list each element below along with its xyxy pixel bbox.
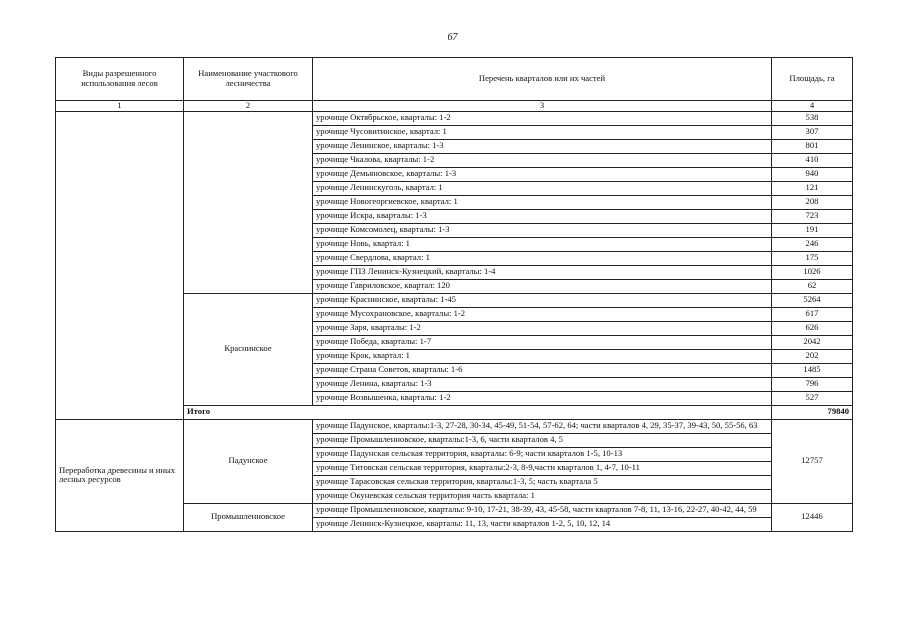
quarters-cell: урочище Титовская сельская территория, кварталы:2-3, 8-9,части кварталов 1, 4-7, 10-11 [313,461,772,475]
page-number: 67 [447,32,458,43]
area-cell: 307 [772,125,853,139]
area-cell: 202 [772,349,853,363]
quarters-cell: урочище Возвышенка, кварталы: 1-2 [313,391,772,405]
quarters-cell: урочище Новогеоргиевское, квартал: 1 [313,195,772,209]
forestry-name-cell [184,111,313,293]
quarters-cell: урочище Демьяновское, кварталы: 1-3 [313,167,772,181]
area-cell: 1026 [772,265,853,279]
header-forestry-name: Наименование участкового лесничества [184,58,313,101]
quarters-cell: урочище Чусовитинское, квартал: 1 [313,125,772,139]
quarters-cell: урочище Крок, квартал: 1 [313,349,772,363]
area-cell: 12446 [772,503,853,531]
area-cell: 801 [772,139,853,153]
header-area: Площадь, га [772,58,853,101]
header-usage-type: Виды разрешенного использования лесов [56,58,184,101]
quarters-cell: урочище Краснинское, кварталы: 1-45 [313,293,772,307]
quarters-cell: урочище Свердлова, квартал: 1 [313,251,772,265]
table-row [56,419,853,433]
forestry-name-cell: Падунское [184,419,313,503]
area-cell: 121 [772,181,853,195]
forestry-name-cell: Краснинское [184,293,313,405]
quarters-cell: урочище ГПЗ Ленинск-Кузнецкий, кварталы: 1-4 [313,265,772,279]
column-number: 2 [184,101,313,112]
column-number-row [56,101,853,112]
quarters-cell: урочище Победа, кварталы: 1-7 [313,335,772,349]
quarters-cell: урочище Падунское, кварталы:1-3, 27-28, 30-34, 45-49, 51-54, 57-62, 64; части кварталов 4, 29, 35-37, 39-43, 50, 55-56, 63 [313,419,772,433]
quarters-cell: урочище Заря, кварталы: 1-2 [313,321,772,335]
table-row [56,111,853,125]
quarters-cell: урочище Новь, квартал: 1 [313,237,772,251]
area-cell: 1485 [772,363,853,377]
area-cell: 538 [772,111,853,125]
column-number: 4 [772,101,853,112]
area-cell: 617 [772,307,853,321]
quarters-cell: урочище Ленинск-Кузнецкое, кварталы: 11, 13, части кварталов 1-2, 5, 10, 12, 14 [313,517,772,531]
quarters-cell: урочище Ленина, кварталы: 1-3 [313,377,772,391]
area-cell: 626 [772,321,853,335]
forest-quarters-table [55,57,853,532]
area-cell: 2042 [772,335,853,349]
total-value: 79840 [772,405,853,419]
usage-type-cell [56,111,184,419]
area-cell: 62 [772,279,853,293]
column-number: 3 [313,101,772,112]
quarters-cell: урочище Ленинскуголь, квартал: 1 [313,181,772,195]
quarters-cell: урочище Тарасовская сельская территория, кварталы:1-3, 5; часть квартала 5 [313,475,772,489]
quarters-cell: урочище Окуневская сельская территория часть квартала: 1 [313,489,772,503]
area-cell: 246 [772,237,853,251]
quarters-cell: урочище Искра, кварталы: 1-3 [313,209,772,223]
quarters-cell: урочище Комсомолец, кварталы: 1-3 [313,223,772,237]
area-cell: 175 [772,251,853,265]
quarters-cell: урочище Мусохрановское, кварталы: 1-2 [313,307,772,321]
area-cell: 527 [772,391,853,405]
quarters-cell: урочище Промышленновское, кварталы:1-3, 6, части кварталов 4, 5 [313,433,772,447]
area-cell: 940 [772,167,853,181]
total-label: Итого [184,405,772,419]
area-cell: 5264 [772,293,853,307]
header-row [56,58,853,101]
quarters-cell: урочище Гавриловское, квартал: 120 [313,279,772,293]
quarters-cell: урочище Страна Советов, кварталы: 1-6 [313,363,772,377]
quarters-cell: урочище Ленинское, кварталы: 1-3 [313,139,772,153]
area-cell: 191 [772,223,853,237]
area-cell: 208 [772,195,853,209]
quarters-cell: урочище Чкалова, кварталы: 1-2 [313,153,772,167]
header-quarters-list: Перечень кварталов или их частей [313,58,772,101]
quarters-cell: урочище Падунская сельская территория, кварталы: 6-9; части кварталов 1-5, 10-13 [313,447,772,461]
area-cell: 723 [772,209,853,223]
forestry-name-cell: Промышленновское [184,503,313,531]
area-cell: 410 [772,153,853,167]
area-cell: 796 [772,377,853,391]
quarters-cell: урочище Октябрьское, кварталы: 1-2 [313,111,772,125]
usage-type-cell: Переработка древесины и иных лесных ресурсов [56,419,184,531]
quarters-cell: урочище Промышленновское, кварталы: 9-10, 17-21, 38-39, 43, 45-58, части кварталов 7-8, 11, 13-16, 22-27, 40-42, 44, 59 [313,503,772,517]
column-number: 1 [56,101,184,112]
area-cell: 12757 [772,419,853,503]
